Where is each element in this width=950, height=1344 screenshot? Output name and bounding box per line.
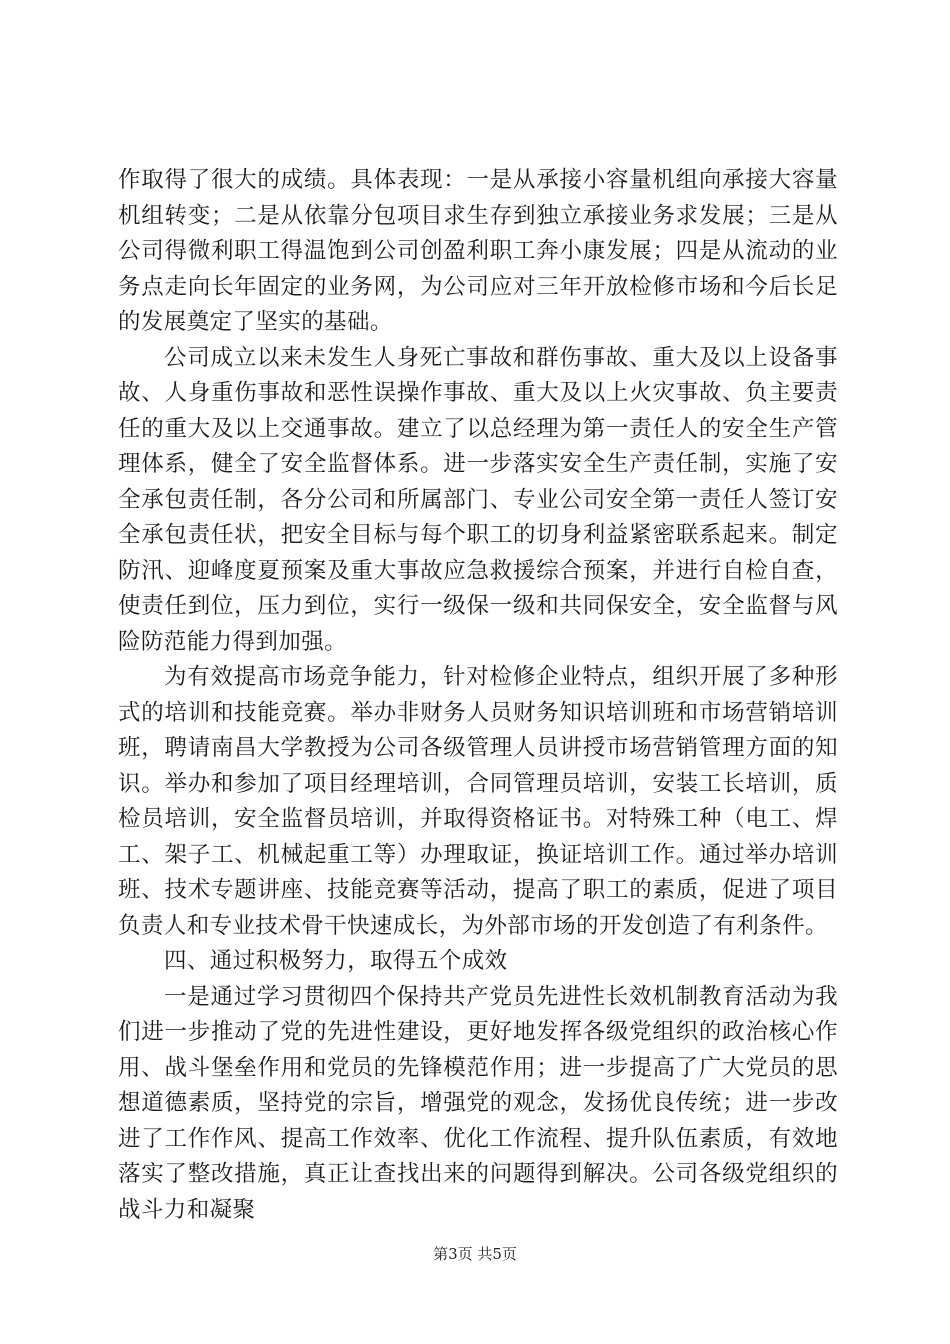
page-number-footer: 第3页 共5页 xyxy=(433,1245,517,1263)
document-body xyxy=(118,163,838,1228)
paragraph-training: 为有效提高市场竞争能力，针对检修企业特点，组织开展了多种形式的培训和技能竞赛。举办非财务人员财务知识培训班和市场营销培训班，聘请南昌大学教授为公司各级管理人员讲授市场营销管理方面的知识。举办和参加了项目经理培训，合同管理员培训，安装工长培训，质检员培训，安全监督员培训，并取得资格证书。对特殊工种（电工、焊工、架子工、机械起重工等）办理取证，换证培训工作。通过举办培训班、技术专题讲座、技能竞赛等活动，提高了职工的素质，促进了项目负责人和专业技术骨干快速成长，为外部市场的开发创造了有利条件。 xyxy=(118,664,838,939)
section-heading: 四、通过积极努力，取得五个成效 xyxy=(164,948,508,974)
paragraph-safety: 公司成立以来未发生人身死亡事故和群伤事故、重大及以上设备事故、人身重伤事故和恶性误操作事故、重大及以上火灾事故、负主要责任的重大及以上交通事故。建立了以总经理为第一责任人的安全生产管理体系，健全了安全监督体系。进一步落实安全生产责任制，实施了安全承包责任制，各分公司和所属部门、专业公司安全第一责任人签订安全承包责任状，把安全目标与每个职工的切身利益紧密联系起来。制定防汛、迎峰度夏预案及重大事故应急救援综合预案，并进行自检自查，使责任到位，压力到位，实行一级保一级和共同保安全，安全监督与风险防范能力得到加强。 xyxy=(118,344,838,655)
paragraph-achievements: 一是通过学习贯彻四个保持共产党员先进性长效机制教育活动为我们进一步推动了党的先进性建设，更好地发挥各级党组织的政治核心作用、战斗堡垒作用和党员的先锋模范作用；进一步提高了广大党员的思想道德素质，坚持党的宗旨，增强党的观念，发扬优良传统；进一步改进了工作作风、提高工作效率、优化工作流程、提升队伍素质，有效地落实了整改措施，真正让查找出来的问题得到解决。公司各级党组织的战斗力和凝聚 xyxy=(118,983,838,1223)
paragraph-continuation: 作取得了很大的成绩。具体表现：一是从承接小容量机组向承接大容量机组转变；二是从依靠分包项目求生存到独立承接业务求发展；三是从公司得微利职工得温饱到公司创盈利职工奔小康发展；四是从流动的业务点走向长年固定的业务网，为公司应对三年开放检修市场和今后长足的发展奠定了坚实的基础。 xyxy=(118,167,838,335)
